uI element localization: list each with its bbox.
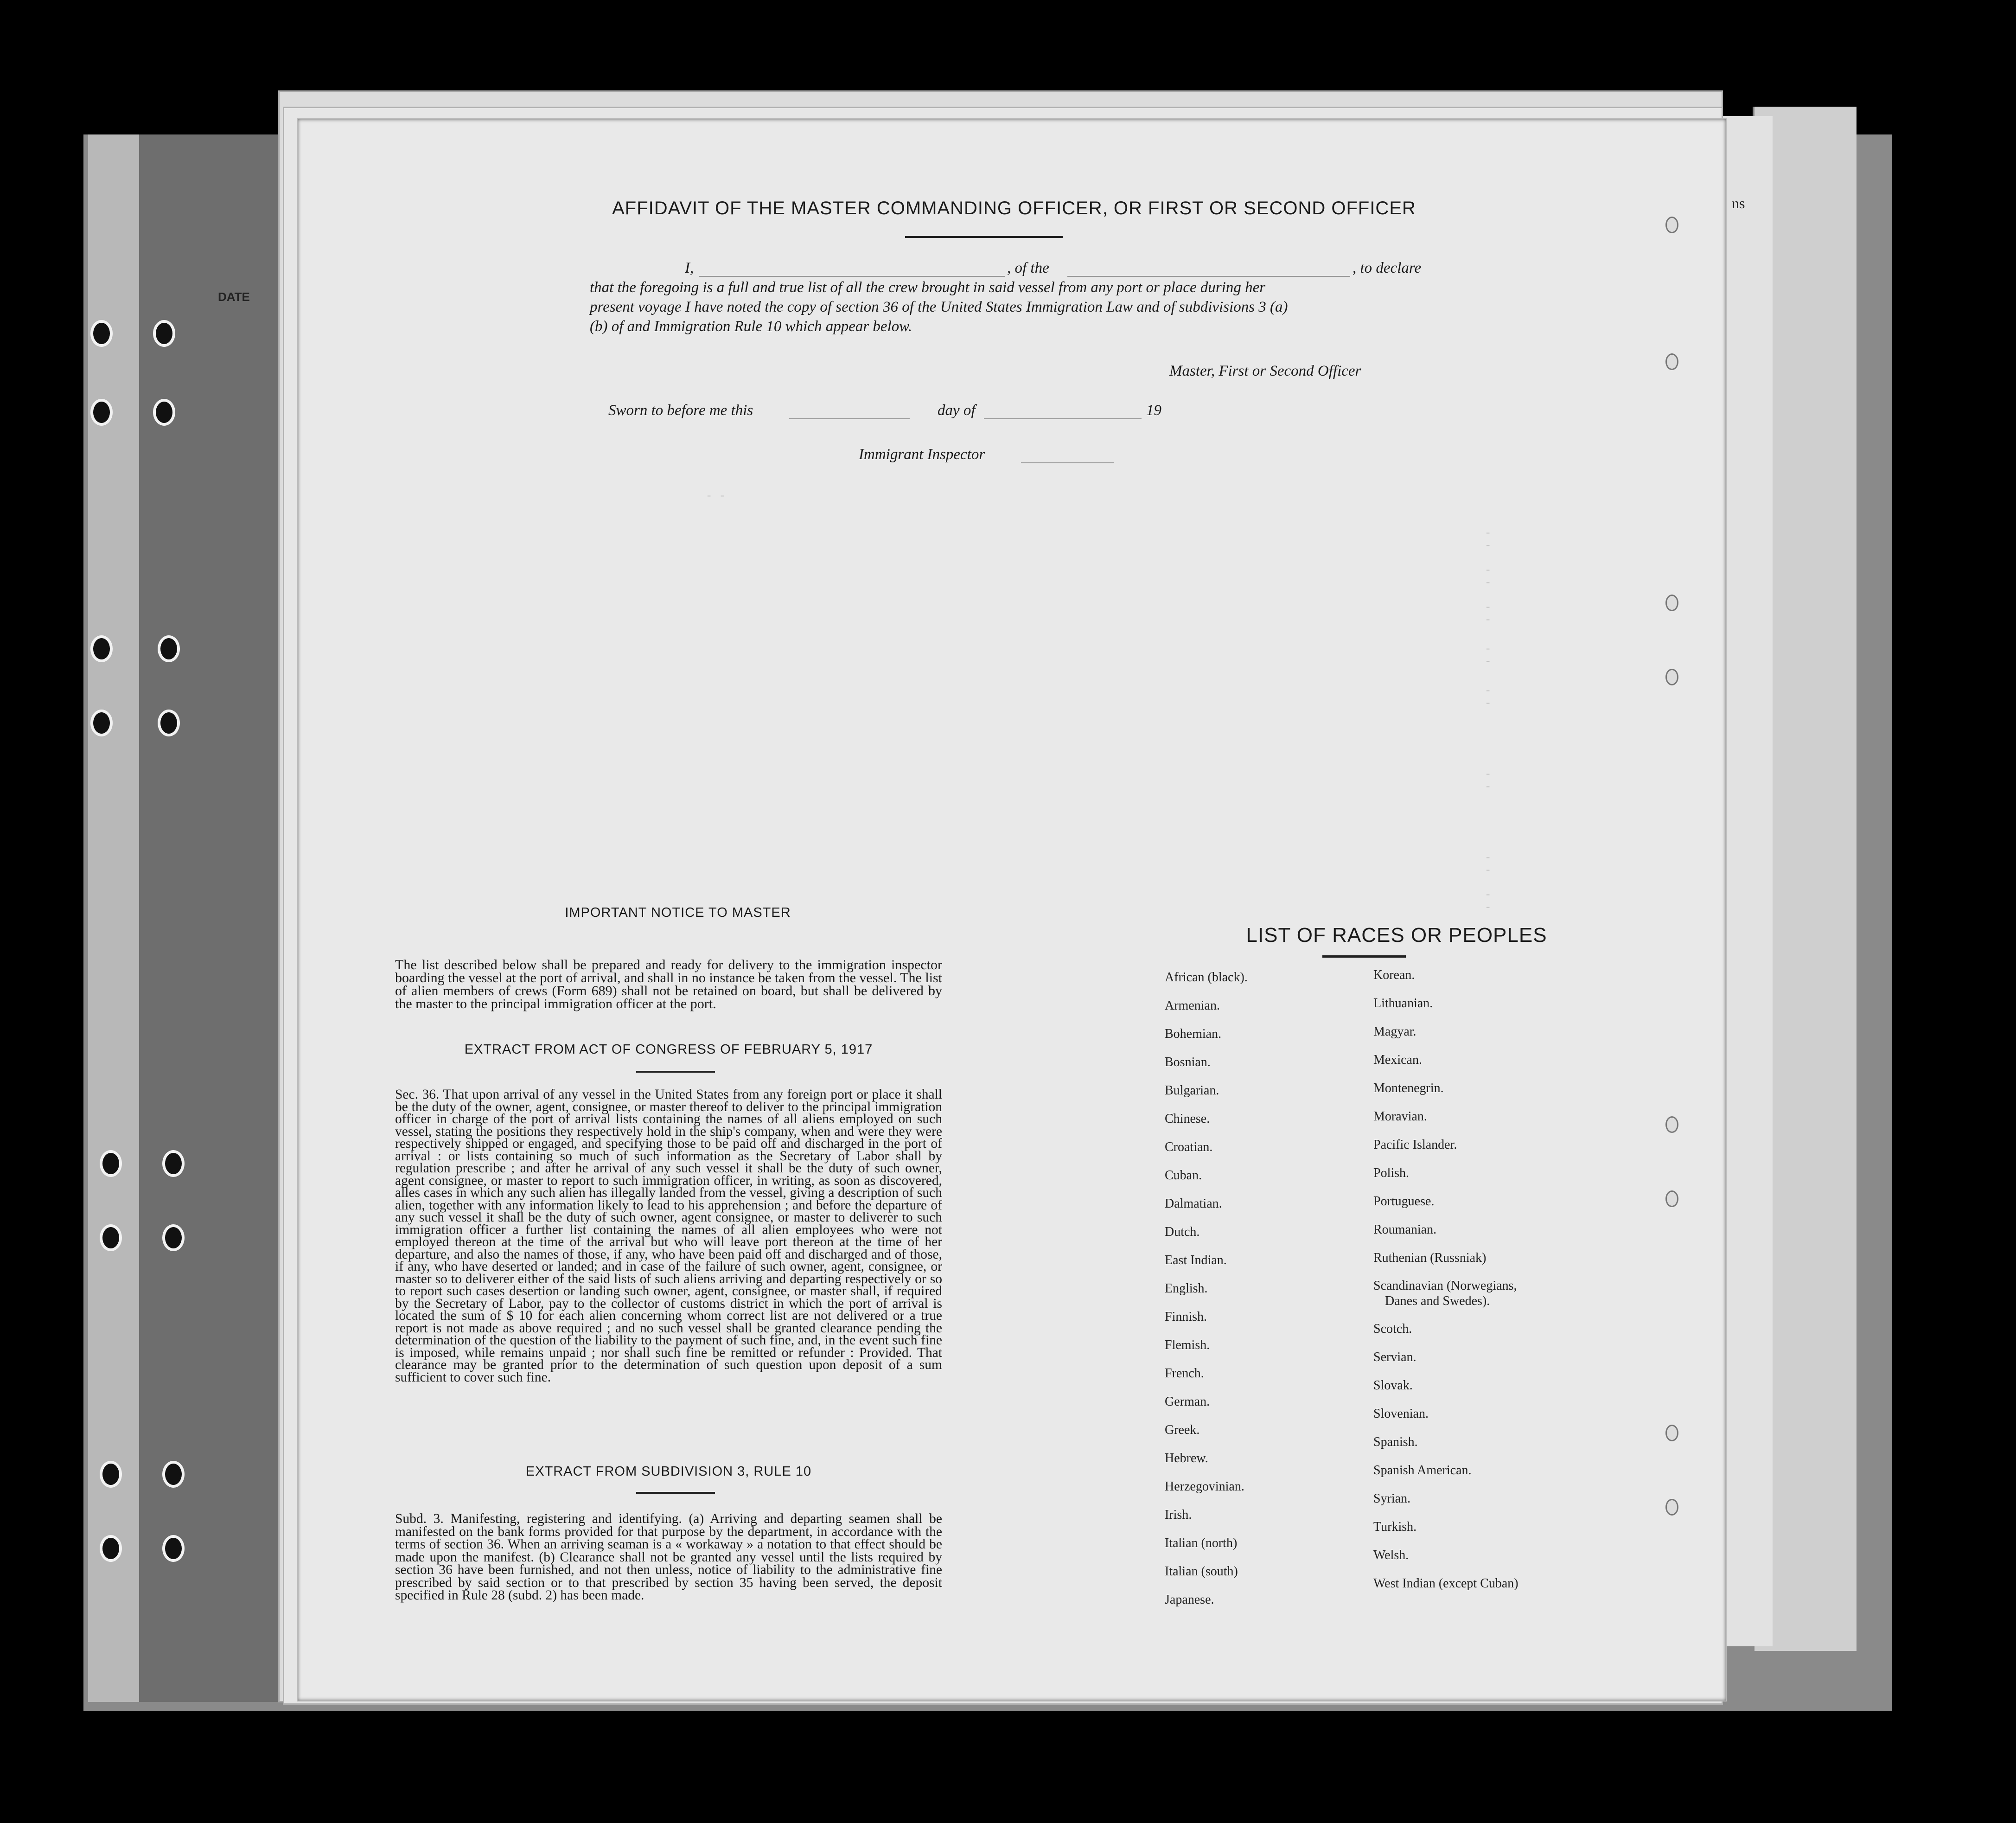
margin-mark: DATE (218, 290, 250, 304)
bleed-through-marks: - - - - - - - - - - - - - - - - - - (706, 490, 1492, 914)
binder-hole-icon (158, 635, 180, 662)
day-of-label: day of (938, 402, 976, 419)
punch-hole-icon (1665, 1499, 1678, 1516)
notice-body: The list described below shall be prepared and ready for delivery to the immigration inspector boarding the vessel at the port of arrival, and shall in no instance be taken from the vessel. The list of alien members of crews (Form 689) shall not be retained on board, but shall be delivered by the master to the principal immigration officer at the port. (395, 957, 942, 1011)
race-item: English. (1165, 1281, 1208, 1296)
race-item: Bohemian. (1165, 1027, 1222, 1041)
punch-hole-icon (1665, 353, 1678, 370)
race-item: Magyar. (1373, 1024, 1416, 1039)
binder-hole-icon (100, 1535, 122, 1562)
section-rule (636, 1071, 715, 1073)
race-item: Greek. (1165, 1423, 1200, 1437)
race-item: Flemish. (1165, 1338, 1210, 1352)
race-item: Japanese. (1165, 1593, 1214, 1607)
race-item: East Indian. (1165, 1253, 1227, 1267)
punch-hole-icon (1665, 595, 1678, 611)
race-item: Welsh. (1373, 1548, 1409, 1562)
binder-left-panel (139, 134, 297, 1702)
race-item: Pacific Islander. (1373, 1138, 1457, 1152)
binder-hole-icon (100, 1150, 122, 1177)
affidavit-line-3: present voyage I have noted the copy of section 36 of the United States Immigration Law and of subdivisions 3 (a) (590, 299, 1288, 315)
race-item: Syrian. (1373, 1491, 1411, 1506)
inspector-label: Immigrant Inspector (859, 446, 985, 463)
punch-hole-icon (1665, 1190, 1678, 1207)
punch-hole-icon (1665, 1425, 1678, 1441)
race-item: Danes and Swedes). (1385, 1294, 1490, 1308)
notice-title: IMPORTANT NOTICE TO MASTER (565, 905, 791, 920)
extract-act-title: EXTRACT FROM ACT OF CONGRESS OF FEBRUARY 5, 1917 (464, 1042, 873, 1057)
binder-hole-icon (162, 1150, 185, 1177)
race-item: Lithuanian. (1373, 996, 1433, 1011)
race-item: French. (1165, 1366, 1204, 1381)
punch-hole-icon (1665, 1116, 1678, 1133)
race-item: Italian (north) (1165, 1536, 1238, 1550)
inspector-blank-line (1021, 462, 1114, 463)
race-item: Irish. (1165, 1508, 1192, 1522)
binder-hole-icon (100, 1224, 122, 1251)
race-item: Mexican. (1373, 1053, 1422, 1067)
race-item: Scotch. (1373, 1322, 1412, 1336)
day-blank-line (789, 418, 910, 419)
race-item: Chinese. (1165, 1112, 1210, 1126)
race-item: Armenian. (1165, 998, 1220, 1013)
race-item: Finnish. (1165, 1310, 1207, 1324)
binder-hole-icon (90, 320, 113, 347)
sworn-label: Sworn to before me this (608, 402, 753, 419)
race-item: Servian. (1373, 1350, 1416, 1364)
race-item: Turkish. (1373, 1520, 1417, 1534)
affidavit-body (590, 258, 1559, 336)
vessel-label: , of the (1007, 260, 1049, 276)
affidavit-line-1 (590, 258, 1559, 278)
race-item: Polish. (1373, 1166, 1410, 1180)
binder-hole-icon (162, 1461, 185, 1488)
year-label: 19 (1146, 402, 1161, 419)
races-rule (1322, 955, 1406, 958)
race-item: Bulgarian. (1165, 1083, 1219, 1098)
race-item: Portuguese. (1373, 1194, 1435, 1209)
race-item: Roumanian. (1373, 1222, 1437, 1237)
declare-label: , to declare (1353, 260, 1422, 276)
punch-hole-icon (1665, 669, 1678, 685)
race-item: Slovenian. (1373, 1407, 1429, 1421)
race-item: Dalmatian. (1165, 1196, 1222, 1211)
affidavit-title: AFFIDAVIT OF THE MASTER COMMANDING OFFICER, OR FIRST OR SECOND OFFICER (612, 198, 1416, 218)
race-item: Dutch. (1165, 1225, 1200, 1239)
punch-hole-icon (1665, 217, 1678, 233)
margin-mark: ns (1732, 195, 1745, 211)
extract-act-body: Sec. 36. That upon arrival of any vessel in the United States from any foreign port or place it shall be the duty of the owner, agent, consignee, or master thereof to deliver to the principal immigration officer in charge of the port of arrival lists containing the names of all aliens employed on such vessel, stating the positions they respectively hold in the ship's company, when and were they were respectively shipped or engaged, and specifying those to be paid off and discharged in the port of arrival : or lists containing so much of such information as the Secretary of Labor shall by regulation prescribe ; and after he arrival of any such vessel it shall be the duty of such owner, agent consignee, or master to report to such immigration officer, in writing, as soon as discovered, alles cases in which any such alien has illegally landed from the vessel, giving a description of such alien, together with any information likely to lead to his apprehension ; and before the departure of any such vessel it shall be the duty of such owner, agent consignee, or master to deliverer to such immigration officer a further list containing the names of all alien employees who were not employed thereon at the time of the arrival but who will leave port thereon at the time of her departure, and also the names of those, if any, who have been paid off and discharged and of those, if any, who have deserted or landed; and in case of the failure of such owner, agent, consignee, or master so to deliverer either of the said lists of such aliens arriving and departing respectively or so to report such cases desertion or landing such owner, agent, consignee, or master shall, if required by the Secretary of Labor, pay to the collector of customs district in which the port of arrival is located the sum of $ 10 for each alien concerning whom correct list are not delivered or a true report is not made as above required ; and no such vessel shall be granted clearance pending the determination of the question of the liability to the payment of such fine, and, in the event such fine is imposed, while remains unpaid ; nor shall such fine be remitted or refunder : Provided. That clearance may be granted prior to the determination of such question upon deposit of a sum sufficient to cover such fine. (395, 1087, 942, 1385)
extract-rule-title: EXTRACT FROM SUBDIVISION 3, RULE 10 (525, 1464, 812, 1479)
binder-hole-icon (90, 399, 113, 426)
race-item: Slovak. (1373, 1378, 1413, 1393)
race-item: Italian (south) (1165, 1564, 1238, 1579)
race-item: African (black). (1165, 970, 1248, 985)
race-item: Spanish American. (1373, 1463, 1472, 1478)
month-blank-line (984, 418, 1142, 419)
race-item: Bosnian. (1165, 1055, 1211, 1069)
title-rule (905, 236, 1063, 238)
race-item: Korean. (1373, 968, 1415, 982)
race-item: Cuban. (1165, 1168, 1202, 1183)
binder-hole-icon (90, 710, 113, 736)
race-item: West Indian (except Cuban) (1373, 1576, 1518, 1591)
race-item: Herzegovinian. (1165, 1479, 1244, 1494)
binder-hole-icon (153, 320, 175, 347)
vessel-blank-line (1067, 276, 1350, 277)
extract-rule-body: Subd. 3. Manifesting, registering and identifying. (a) Arriving and departing seamen shall be manifested on the bank forms provided for that purpose by the department, in accordance with the terms of section 36. When an arriving seaman is a « workaway » a notation to that effect should be made upon the manifest. (b) Clearance shall not be granted any vessel until the lists required by section 36 have been furnished, and not then unless, notice of liability to the administrative fine prescribed by said section or to that prescribed by section 35 having been served, the deposit specified in Rule 28 (subd. 2) has been made. (395, 1511, 942, 1603)
binder-hole-icon (153, 399, 175, 426)
race-item: Moravian. (1373, 1109, 1427, 1124)
signature-label: Master, First or Second Officer (1169, 363, 1361, 379)
race-item: German. (1165, 1394, 1210, 1409)
race-item: Hebrew. (1165, 1451, 1208, 1465)
race-item: Ruthenian (Russniak) (1373, 1251, 1486, 1265)
races-title: LIST OF RACES OR PEOPLES (1246, 924, 1547, 947)
binder-hole-icon (158, 710, 180, 736)
race-item: Spanish. (1373, 1435, 1418, 1449)
race-item: Croatian. (1165, 1140, 1213, 1154)
declarant-label: I, (685, 260, 694, 276)
binder-hole-icon (162, 1224, 185, 1251)
affidavit-line-4: (b) of and Immigration Rule 10 which appear below. (590, 318, 912, 335)
binder-hole-icon (100, 1461, 122, 1488)
binder-hole-icon (90, 635, 113, 662)
affidavit-page (297, 118, 1727, 1701)
race-item: Scandinavian (Norwegians, (1373, 1279, 1517, 1293)
race-item: Montenegrin. (1373, 1081, 1444, 1095)
affidavit-line-2: that the foregoing is a full and true list of all the crew brought in said vessel from any port or place during her (590, 279, 1266, 296)
name-blank-line (699, 276, 1005, 277)
section-rule (636, 1492, 715, 1494)
binder-hole-icon (162, 1535, 185, 1562)
